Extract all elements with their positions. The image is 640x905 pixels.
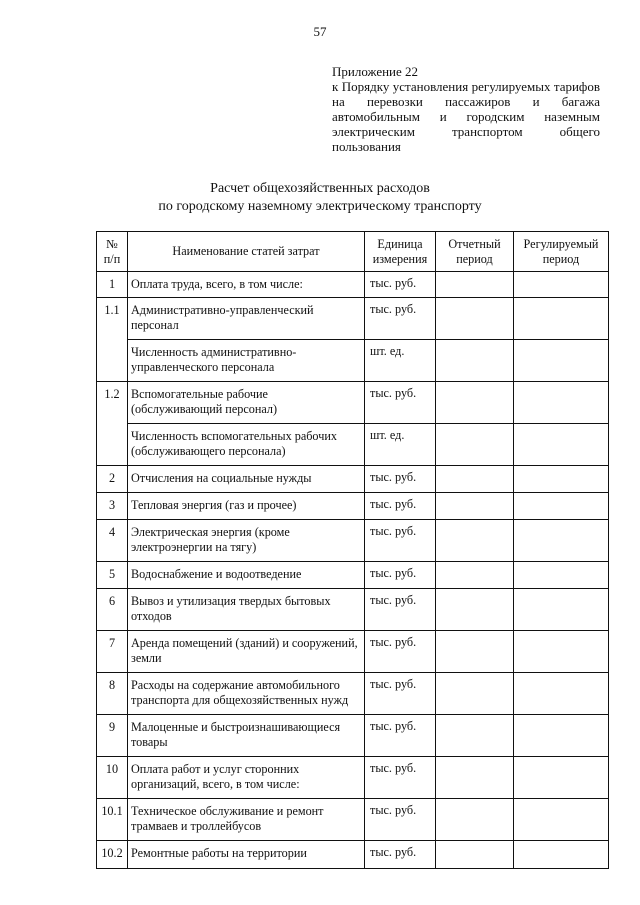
row-reported-value [436,799,514,841]
page-number: 57 [313,24,327,39]
table-row [97,424,609,466]
row-reported-value [436,298,514,340]
row-reported-value [436,589,514,631]
row-num: 5 [97,562,128,589]
row-regulated-value [514,562,609,589]
row-num: 10.1 [97,799,128,841]
row-reported-value [436,520,514,562]
row-unit: тыс. руб. [365,520,436,562]
row-regulated-value [514,841,609,869]
row-reported-value [436,382,514,424]
table-row [97,340,609,382]
table-row [97,673,609,715]
table-row [97,493,609,520]
table-row [97,272,609,298]
row-num: 10 [97,757,128,799]
table-row [97,589,609,631]
row-name: Ремонтные работы на территории [128,841,365,869]
table-row [97,841,609,869]
row-regulated-value [514,272,609,298]
row-name: Оплата работ и услуг сторонних организаций, всего, в том числе: [128,757,365,799]
row-name: Административно-управленческий персонал [128,298,365,340]
row-unit: тыс. руб. [365,841,436,869]
row-regulated-value [514,757,609,799]
row-unit: тыс. руб. [365,715,436,757]
row-regulated-value [514,340,609,382]
row-num: 7 [97,631,128,673]
row-name: Малоценные и быстроизнашивающиеся товары [128,715,365,757]
row-name: Вспомогательные рабочие (обслуживающий персонал) [128,382,365,424]
row-regulated-value [514,424,609,466]
row-unit: тыс. руб. [365,466,436,493]
table-row [97,382,609,424]
row-regulated-value [514,493,609,520]
row-num: 1.1 [97,298,128,382]
cost-table [96,231,609,869]
row-num: 1.2 [97,382,128,466]
appendix-heading: Приложение 22 [332,64,419,79]
row-reported-value [436,493,514,520]
row-name: Расходы на содержание автомобильного транспорта для общехозяйственных нужд [128,673,365,715]
row-unit: тыс. руб. [365,272,436,298]
row-unit: тыс. руб. [365,562,436,589]
row-num: 1 [97,272,128,298]
row-num: 2 [97,466,128,493]
row-unit: шт. ед. [365,340,436,382]
table-row [97,631,609,673]
row-regulated-value [514,673,609,715]
row-num: 4 [97,520,128,562]
appendix-body: к Порядку установления регулируемых тарифов на перевозки пассажиров и багажа автомобильным и городским наземным электрическим транспортом общего пользования [332,79,600,154]
row-name: Аренда помещений (зданий) и сооружений, земли [128,631,365,673]
row-num: 8 [97,673,128,715]
row-regulated-value [514,631,609,673]
row-unit: тыс. руб. [365,631,436,673]
table-row [97,520,609,562]
document-title-line-2: по городскому наземному электрическому транспорту [158,199,482,214]
row-name: Электрическая энергия (кроме электроэнергии на тягу) [128,520,365,562]
row-name: Отчисления на социальные нужды [128,466,365,493]
row-num: 10.2 [97,841,128,869]
row-num: 3 [97,493,128,520]
row-regulated-value [514,298,609,340]
row-regulated-value [514,799,609,841]
row-reported-value [436,424,514,466]
header-unit: Единица измерения [365,232,436,272]
table-row [97,466,609,493]
row-name: Численность административно-управленческого персонала [128,340,365,382]
header-num: № п/п [97,232,128,272]
table-row [97,562,609,589]
row-num: 9 [97,715,128,757]
row-unit: тыс. руб. [365,298,436,340]
row-reported-value [436,562,514,589]
row-name: Техническое обслуживание и ремонт трамваев и троллейбусов [128,799,365,841]
row-name: Тепловая энергия (газ и прочее) [128,493,365,520]
table-row [97,757,609,799]
row-regulated-value [514,382,609,424]
row-reported-value [436,631,514,673]
row-reported-value [436,272,514,298]
row-name: Численность вспомогательных рабочих (обслуживающего персонала) [128,424,365,466]
document-title-line-1: Расчет общехозяйственных расходов [210,181,430,196]
row-unit: тыс. руб. [365,673,436,715]
row-unit: тыс. руб. [365,757,436,799]
row-name: Водоснабжение и водоотведение [128,562,365,589]
row-unit: тыс. руб. [365,493,436,520]
row-regulated-value [514,589,609,631]
row-reported-value [436,673,514,715]
row-unit: шт. ед. [365,424,436,466]
header-regulated: Регулируемый период [514,232,609,272]
table-row [97,799,609,841]
row-name: Вывоз и утилизация твердых бытовых отходов [128,589,365,631]
row-reported-value [436,757,514,799]
row-regulated-value [514,466,609,493]
row-unit: тыс. руб. [365,589,436,631]
row-regulated-value [514,715,609,757]
row-unit: тыс. руб. [365,382,436,424]
row-num: 6 [97,589,128,631]
row-reported-value [436,841,514,869]
appendix-block [332,64,600,154]
row-name: Оплата труда, всего, в том числе: [128,272,365,298]
row-regulated-value [514,520,609,562]
header-reported: Отчетный период [436,232,514,272]
table-row [97,715,609,757]
row-unit: тыс. руб. [365,799,436,841]
table-header-row [97,232,609,272]
row-reported-value [436,715,514,757]
header-name: Наименование статей затрат [128,232,365,272]
table-row [97,298,609,340]
row-reported-value [436,466,514,493]
row-reported-value [436,340,514,382]
cost-table-wrapper [96,231,608,869]
document-title [0,180,640,216]
